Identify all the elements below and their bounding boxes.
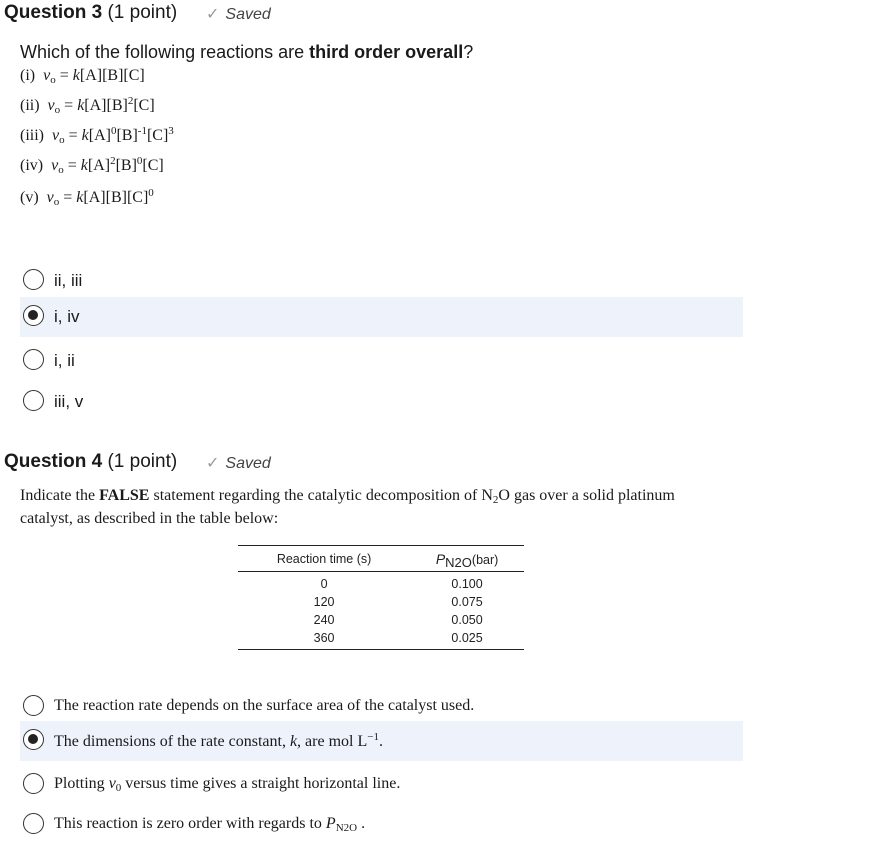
table-row — [238, 629, 524, 650]
radio-button-selected[interactable] — [23, 729, 44, 750]
option-var: k — [289, 733, 298, 750]
q3-option-2[interactable] — [20, 297, 743, 337]
radio-button[interactable] — [23, 349, 44, 370]
col-pressure-header — [410, 546, 524, 572]
prompt-emphasis: FALSE — [99, 487, 150, 504]
checkmark-icon: ✓ — [206, 6, 220, 23]
data-table — [238, 545, 524, 650]
option-var: v — [108, 775, 116, 792]
option-label: The reaction rate depends on the surface area of the catalyst used. — [54, 697, 475, 714]
table-header-row — [238, 546, 524, 572]
saved-label: Saved — [225, 6, 271, 23]
question-3-points: (1 point) — [107, 2, 178, 23]
q3-option-1[interactable] — [20, 261, 743, 301]
radio-button[interactable] — [23, 813, 44, 834]
q4-option-2[interactable] — [20, 721, 743, 761]
question-4-saved-status — [206, 453, 271, 473]
option-text: The dimensions of the rate constant, — [54, 733, 290, 750]
reaction-label: (ii) — [20, 97, 40, 114]
question-4-points: (1 point) — [107, 451, 178, 472]
pressure-cell: 0.100 — [451, 577, 483, 591]
reaction-label: (v) — [20, 189, 39, 206]
option-sub: 0 — [115, 782, 122, 794]
option-text: Plotting — [54, 775, 109, 792]
q4-option-4[interactable] — [20, 805, 743, 845]
option-text: This reaction is zero order with regards to — [54, 815, 326, 832]
option-text: . — [378, 733, 383, 750]
prompt-emphasis: third order overall — [309, 42, 464, 62]
time-cell: 0 — [320, 577, 328, 591]
pressure-cell: 0.075 — [451, 595, 483, 609]
option-label: i, iv — [54, 307, 80, 326]
reaction-label: (i) — [20, 67, 36, 84]
option-text: versus time gives a straight horizontal line. — [121, 775, 401, 792]
time-cell: 120 — [313, 595, 335, 609]
option-label: iii, v — [54, 392, 84, 411]
time-cell: 360 — [238, 629, 410, 650]
pressure-var: P — [435, 550, 446, 567]
radio-button[interactable] — [23, 773, 44, 794]
prompt-subscript: 2 — [492, 494, 499, 506]
reaction-label: (iv) — [20, 157, 44, 174]
option-text: , are mol L — [297, 733, 368, 750]
question-3-title: Question 3 — [4, 2, 103, 23]
table-row — [238, 611, 524, 629]
question-3-saved-status — [206, 4, 271, 24]
prompt-text: Which of the following reactions are — [20, 42, 310, 62]
col-time-header: Reaction time (s) — [238, 546, 410, 572]
checkmark-icon: ✓ — [206, 455, 220, 472]
question-4-prompt — [20, 484, 720, 530]
time-cell: 240 — [313, 613, 335, 627]
q3-option-3[interactable] — [20, 341, 743, 381]
pressure-unit: (bar) — [471, 552, 499, 567]
pressure-cell: 0.025 — [410, 629, 524, 650]
option-label — [54, 733, 383, 751]
radio-button[interactable] — [23, 390, 44, 411]
question-4-header — [4, 451, 177, 473]
reaction-iv: (iv) $v_o = k[A]^2[B]^0[C]$ — [20, 155, 164, 176]
q4-option-3[interactable] — [20, 765, 743, 805]
pressure-sub: N2O — [445, 554, 472, 570]
option-label — [54, 775, 400, 793]
q3-option-4[interactable] — [20, 382, 743, 422]
reaction-v: (v) $v_o = k[A][B][C]^0$ — [20, 187, 154, 208]
table-row — [238, 593, 524, 611]
reaction-ii: (ii) $v_o = k[A][B]^2[C]$ — [20, 95, 155, 116]
reaction-iii: (iii) $v_o = k[A]^0[B]^{-1}[C]^3$ — [20, 125, 174, 146]
option-label: i, ii — [54, 351, 75, 370]
radio-dot-icon — [28, 310, 38, 320]
question-4-title: Question 4 — [4, 451, 103, 472]
radio-dot-icon — [28, 734, 38, 744]
prompt-text: O gas over a solid platinum — [498, 487, 675, 504]
option-label: ii, iii — [54, 271, 83, 290]
option-label — [54, 815, 365, 833]
question-3-header — [4, 2, 177, 24]
table-row — [238, 572, 524, 594]
pressure-cell: 0.050 — [451, 613, 483, 627]
radio-button-selected[interactable] — [23, 305, 44, 326]
prompt-text: Indicate the — [20, 487, 100, 504]
radio-button[interactable] — [23, 269, 44, 290]
prompt-end: ? — [463, 42, 474, 62]
option-text: . — [357, 815, 366, 832]
prompt-text-line2: catalyst, as described in the table below: — [20, 510, 279, 527]
option-exp: −1 — [367, 731, 379, 743]
option-sub: N2O — [335, 822, 358, 834]
option-var: P — [325, 815, 336, 832]
saved-label: Saved — [225, 455, 271, 472]
reaction-label: (iii) — [20, 127, 44, 144]
reaction-i: (i) $v_o = k[A][B][C]$ — [20, 67, 145, 86]
radio-button[interactable] — [23, 695, 44, 716]
prompt-text: statement regarding the catalytic decomposition of N — [149, 487, 493, 504]
question-3-prompt — [20, 42, 473, 63]
